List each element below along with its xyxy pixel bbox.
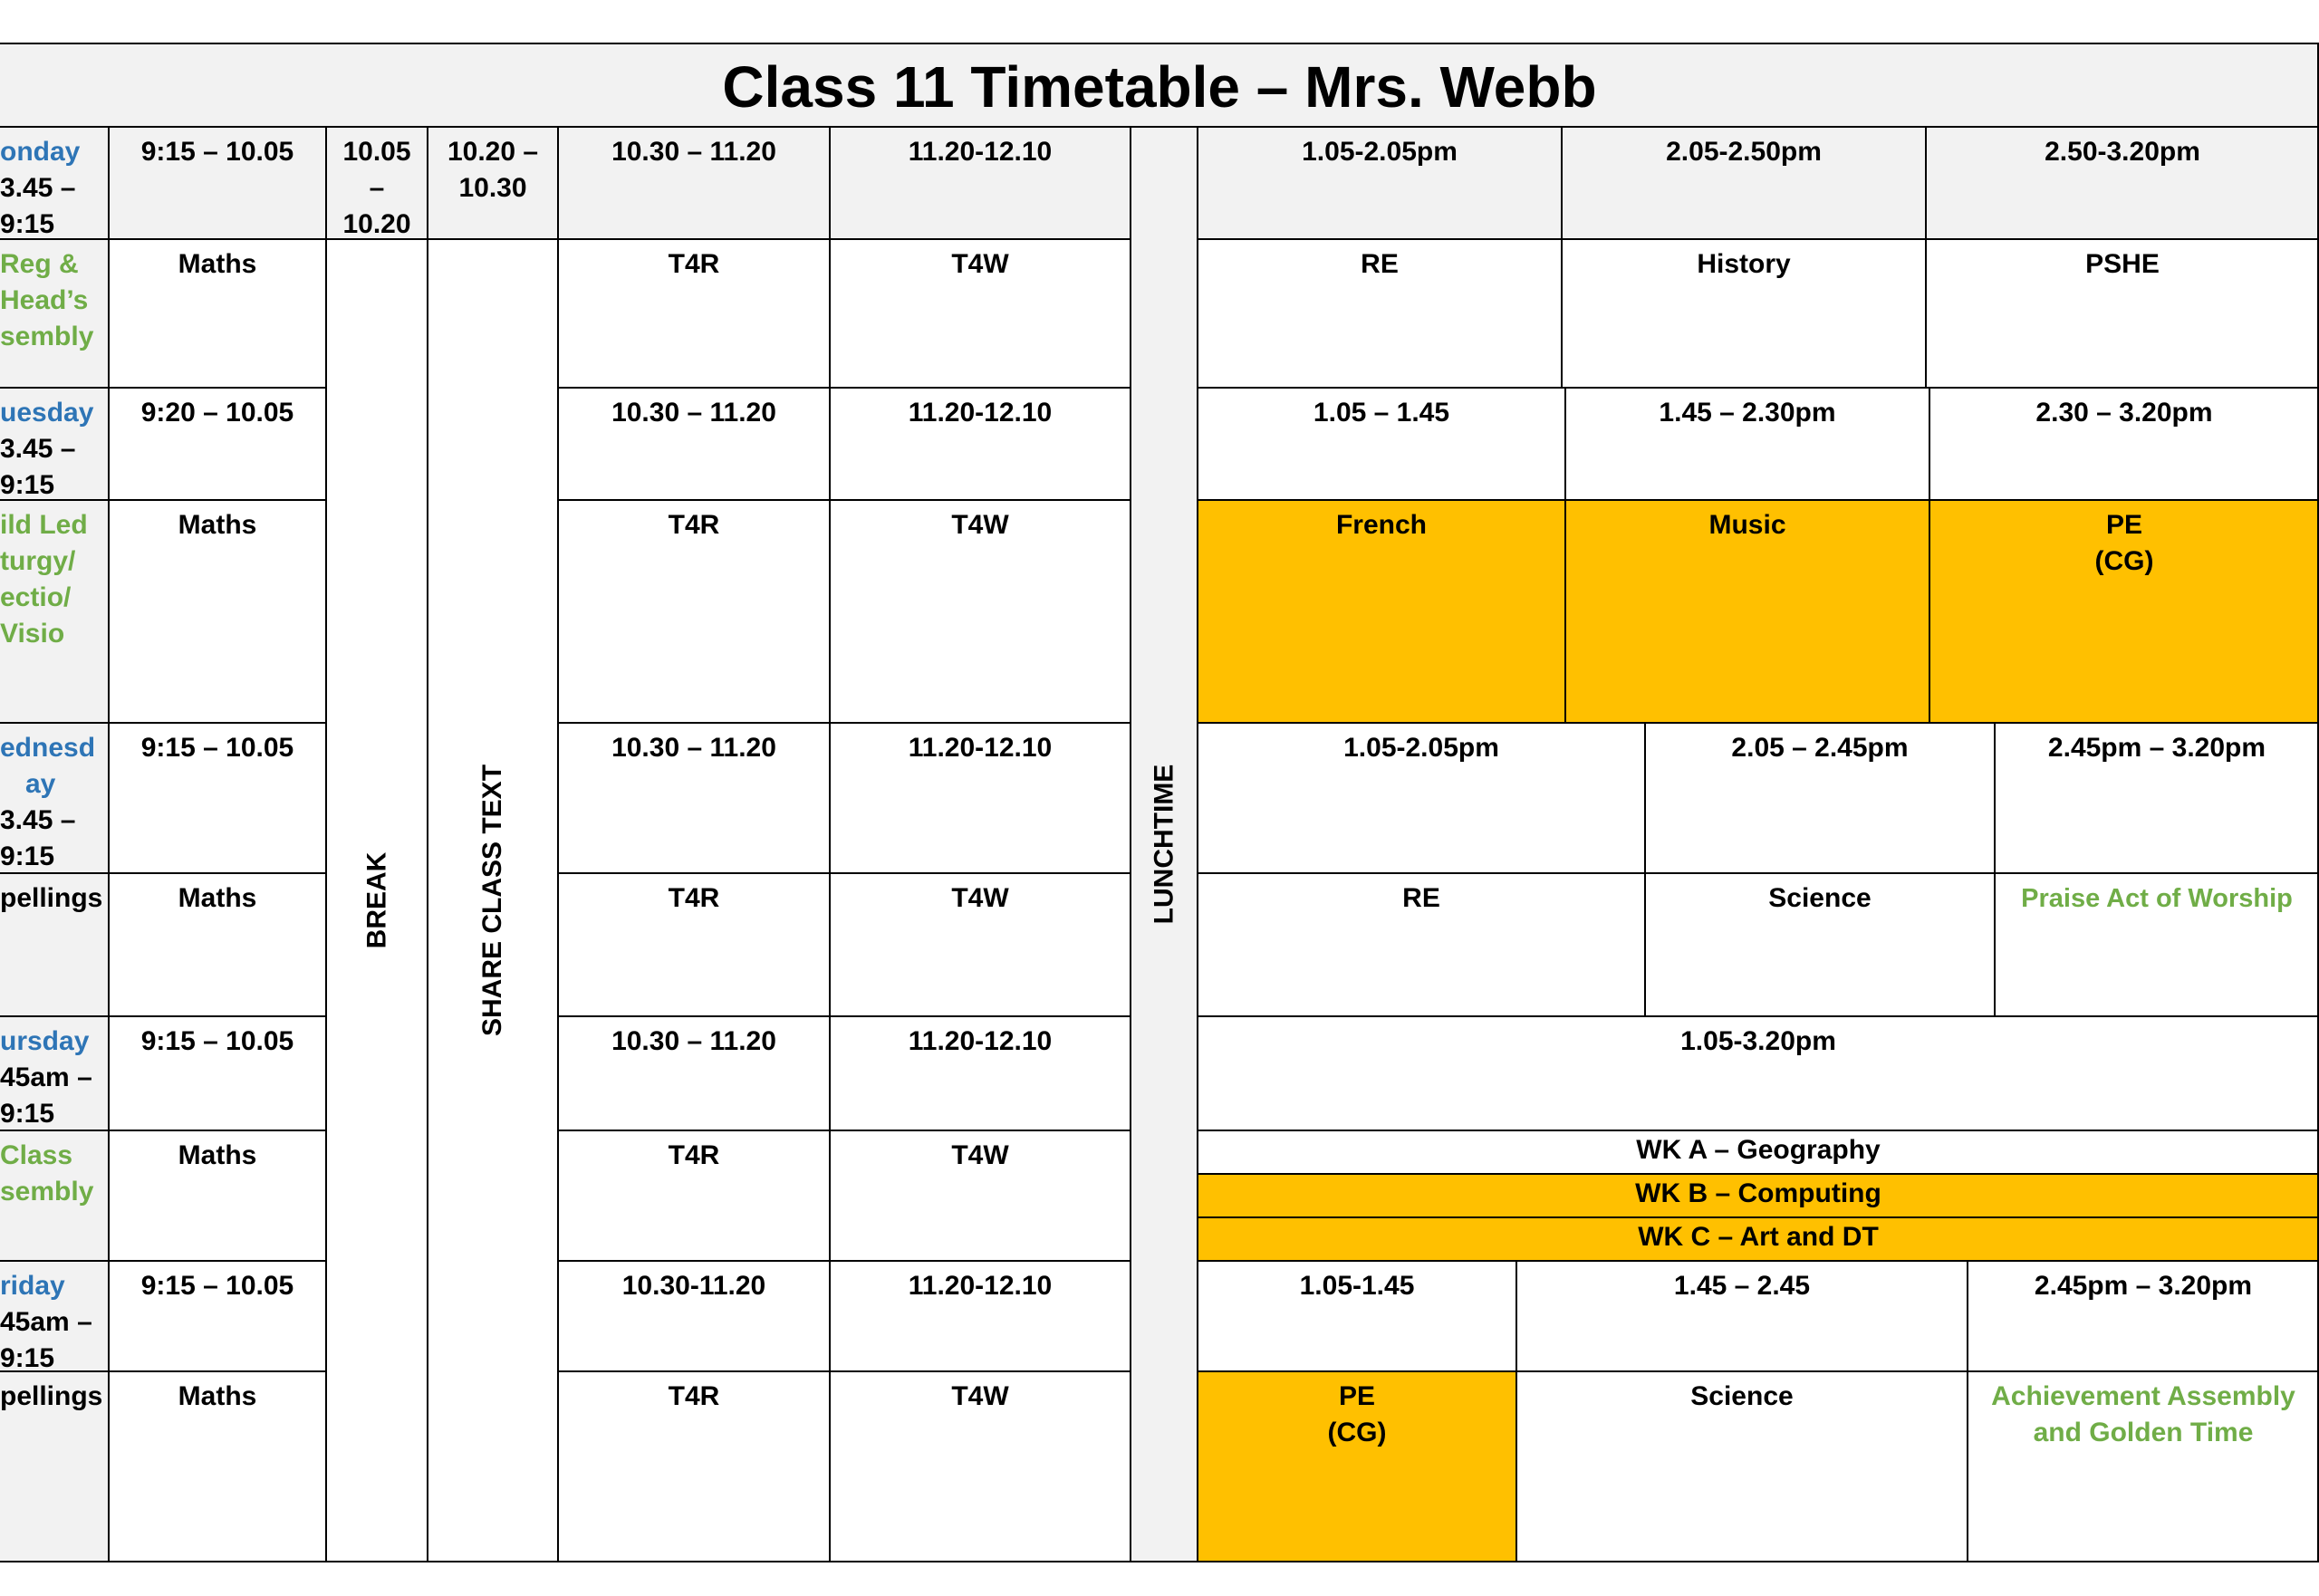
wednesday-t4r: T4R: [668, 883, 720, 913]
monday-share-time-end: 10.30: [458, 173, 527, 203]
monday-pm-time-1: 1.05-2.05pm: [1302, 137, 1458, 167]
friday-achievement-line-2: and Golden Time: [2033, 1418, 2254, 1447]
tuesday-french: French: [1335, 510, 1428, 540]
wednesday-science: Science: [1768, 883, 1872, 913]
thursday-reg-line-1: Class: [0, 1140, 73, 1170]
thursday-pm-time: 1.05-3.20pm: [1680, 1026, 1836, 1056]
monday-break-time-dash: –: [369, 173, 385, 203]
thursday-start-time-end: 9:15: [0, 1099, 55, 1129]
friday-pe-teacher: (CG): [1327, 1418, 1387, 1447]
break-column: [326, 239, 428, 1562]
friday-time-4: 10.30-11.20: [621, 1271, 766, 1301]
tuesday-music: Music: [1708, 510, 1786, 540]
friday-t4w: T4W: [951, 1381, 1009, 1411]
tuesday-pe-teacher: (CG): [2094, 546, 2154, 576]
tuesday-reg-line-1: ild Led: [0, 510, 88, 540]
tuesday-reg-line-2: turgy/: [0, 546, 76, 576]
friday-day-cell: [0, 1261, 109, 1371]
tuesday-t4r: T4R: [668, 510, 720, 540]
share-class-text-label: SHARE CLASS TEXT: [477, 764, 507, 1037]
wednesday-time-4: 10.30 – 11.20: [611, 733, 776, 763]
monday-time-break: [326, 127, 428, 239]
tuesday-maths: Maths: [178, 510, 257, 540]
monday-share-time-start: 10.20 –: [447, 137, 539, 167]
wednesday-start-time: 3.45 –: [0, 805, 76, 835]
monday-start-time: 3.45 –: [0, 173, 76, 203]
monday-time-1: 9:15 – 10.05: [140, 137, 294, 167]
friday-achievement-assembly: [1968, 1371, 2319, 1562]
page-title: Class 11 Timetable – Mrs. Webb: [722, 54, 1597, 120]
friday-pm-time-2: 1.45 – 2.45: [1673, 1271, 1811, 1301]
tuesday-start-time-end: 9:15: [0, 470, 55, 500]
friday-pe: [1198, 1371, 1516, 1562]
friday-day-label: riday: [0, 1271, 65, 1301]
thursday-wk-a: WK A – Geography: [1636, 1135, 1881, 1165]
friday-time-5: 11.20-12.10: [908, 1271, 1053, 1301]
monday-pm-time-3: 2.50-3.20pm: [2045, 137, 2200, 167]
monday-maths: Maths: [178, 249, 257, 279]
tuesday-pe: [1929, 500, 2319, 723]
monday-reg-cell: [0, 239, 109, 388]
tuesday-reg-line-4: Visio: [0, 619, 65, 649]
thursday-reg-line-2: sembly: [0, 1177, 94, 1207]
wednesday-day-cell: [0, 723, 109, 873]
monday-re: RE: [1361, 249, 1399, 279]
break-label: BREAK: [361, 851, 391, 949]
friday-t4r: T4R: [668, 1381, 720, 1411]
wednesday-t4w: T4W: [951, 883, 1009, 913]
friday-time-1: 9:15 – 10.05: [140, 1271, 294, 1301]
wednesday-re: RE: [1402, 883, 1440, 913]
wednesday-pm-time-1: 1.05-2.05pm: [1343, 733, 1499, 763]
wednesday-praise-act-of-worship: Praise Act of Worship: [2021, 884, 2293, 913]
wednesday-pm-time-3: 2.45pm – 3.20pm: [2047, 733, 2266, 763]
monday-t4w: T4W: [951, 249, 1009, 279]
tuesday-day-cell: [0, 388, 109, 500]
thursday-day-label: ursday: [0, 1026, 90, 1056]
monday-t4r: T4R: [668, 249, 720, 279]
monday-day-cell: [0, 127, 109, 239]
thursday-time-4: 10.30 – 11.20: [611, 1026, 776, 1056]
tuesday-reg-line-3: ectio/: [0, 582, 72, 612]
thursday-time-1: 9:15 – 10.05: [140, 1026, 294, 1056]
thursday-t4w: T4W: [951, 1140, 1009, 1170]
tuesday-pm-time-3: 2.30 – 3.20pm: [2035, 398, 2213, 428]
wednesday-time-5: 11.20-12.10: [908, 733, 1053, 763]
wednesday-time-1: 9:15 – 10.05: [140, 733, 294, 763]
thursday-t4r: T4R: [668, 1140, 720, 1170]
tuesday-pm-time-2: 1.45 – 2.30pm: [1659, 398, 1836, 428]
wednesday-start-time-end: 9:15: [0, 841, 55, 871]
share-class-text-column: [428, 239, 558, 1562]
tuesday-t4w: T4W: [951, 510, 1009, 540]
thursday-maths: Maths: [178, 1140, 257, 1170]
monday-break-time-end: 10.20: [342, 209, 411, 239]
monday-day-label: onday: [0, 137, 81, 167]
lunchtime-label: LUNCHTIME: [1149, 764, 1179, 925]
thursday-day-cell: [0, 1016, 109, 1130]
tuesday-reg-cell: [0, 500, 109, 723]
tuesday-day-label: uesday: [0, 398, 94, 428]
monday-time-4: 10.30 – 11.20: [611, 137, 776, 167]
friday-pe-label: PE: [1338, 1381, 1376, 1411]
wednesday-pm-time-2: 2.05 – 2.45pm: [1731, 733, 1909, 763]
tuesday-pm-time-1: 1.05 – 1.45: [1313, 398, 1450, 428]
wednesday-maths: Maths: [178, 883, 257, 913]
thursday-start-time: 45am –: [0, 1062, 92, 1092]
monday-reg-line-2: Head’s: [0, 285, 89, 315]
friday-start-time: 45am –: [0, 1307, 92, 1337]
monday-time-share: [428, 127, 558, 239]
friday-start-time-end: 9:15: [0, 1343, 55, 1371]
tuesday-time-4: 10.30 – 11.20: [611, 398, 776, 428]
friday-pm-time-1: 1.05-1.45: [1299, 1271, 1415, 1301]
wednesday-day-label-end: ay: [25, 769, 56, 799]
thursday-reg-cell: [0, 1130, 109, 1261]
friday-spellings: pellings: [0, 1381, 103, 1411]
monday-history: History: [1697, 249, 1791, 279]
monday-pshe: PSHE: [2085, 249, 2160, 279]
thursday-wk-c: WK C – Art and DT: [1638, 1222, 1879, 1252]
lunchtime-column: [1131, 127, 1198, 1562]
monday-start-time-end: 9:15: [0, 209, 55, 239]
wednesday-spellings: pellings: [0, 883, 103, 913]
thursday-wk-b: WK B – Computing: [1635, 1178, 1881, 1208]
monday-pm-time-2: 2.05-2.50pm: [1666, 137, 1822, 167]
monday-time-5: 11.20-12.10: [908, 137, 1053, 167]
tuesday-time-1: 9:20 – 10.05: [140, 398, 294, 428]
tuesday-start-time: 3.45 –: [0, 434, 76, 464]
wednesday-day-label: ednesd: [0, 733, 96, 763]
monday-reg-line-3: sembly: [0, 322, 94, 351]
monday-break-time-start: 10.05: [342, 137, 411, 167]
friday-achievement-line-1: Achievement Assembly: [1991, 1381, 2295, 1411]
thursday-time-5: 11.20-12.10: [908, 1026, 1053, 1056]
tuesday-time-5: 11.20-12.10: [908, 398, 1053, 428]
tuesday-pe-label: PE: [2105, 510, 2143, 540]
friday-maths: Maths: [178, 1381, 257, 1411]
friday-pm-time-3: 2.45pm – 3.20pm: [2034, 1271, 2253, 1301]
monday-reg-line-1: Reg &: [0, 249, 79, 279]
friday-science: Science: [1690, 1381, 1794, 1411]
